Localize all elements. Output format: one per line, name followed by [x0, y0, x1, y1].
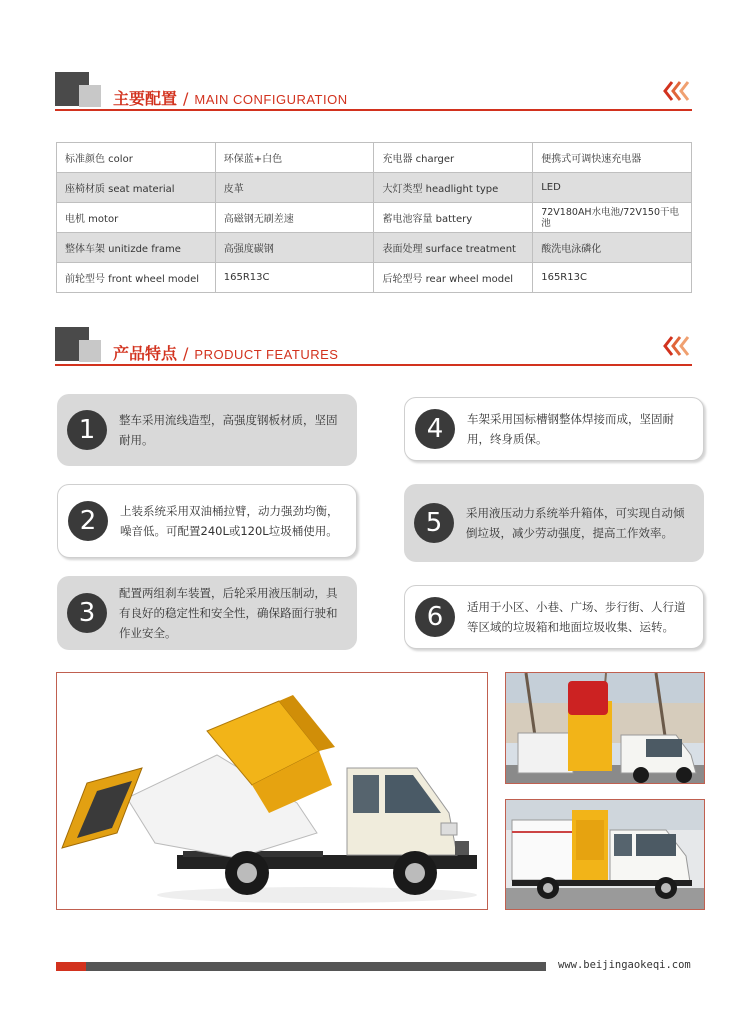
config-label: 标准颜色 color [57, 143, 216, 173]
feature-number-badge: 3 [67, 593, 107, 633]
truck-photo-lifting [505, 672, 705, 784]
feature-card-3 [57, 576, 357, 650]
feature-text: 适用于小区、小巷、广场、步行街、人行道等区域的垃圾箱和地面垃圾收集、运转。 [467, 600, 686, 634]
config-label: 大灯类型 headlight type [374, 173, 533, 203]
section-divider [55, 364, 692, 366]
table-row [57, 203, 692, 233]
section-title-cn: 产品特点 [113, 344, 178, 363]
config-label: 蓄电池容量 battery [374, 203, 533, 233]
section-title-en: PRODUCT FEATURES [194, 347, 339, 362]
config-label: 前轮型号 front wheel model [57, 263, 216, 293]
section-title [113, 86, 348, 109]
section-title-en: MAIN CONFIGURATION [194, 92, 348, 107]
feature-number-badge: 2 [68, 501, 108, 541]
feature-card-5 [404, 484, 704, 562]
main-config-header [55, 72, 692, 112]
config-value: 72V180AH水电池/72V150干电池 [533, 203, 692, 233]
feature-card-2 [57, 484, 357, 558]
config-value: 高强度碳钢 [215, 233, 374, 263]
chevrons-left-icon [662, 335, 692, 357]
config-value: 165R13C [215, 263, 374, 293]
truck-photo-side [505, 799, 705, 910]
feature-text: 整车采用流线造型，高强度钢板材质，坚固耐用。 [119, 413, 338, 447]
config-value: LED [533, 173, 692, 203]
feature-number-badge: 5 [414, 503, 454, 543]
feature-text: 上装系统采用双油桶拉臂，动力强劲均衡，噪音低。可配置240L或120L垃圾桶使用。 [120, 504, 339, 538]
config-value: 165R13C [533, 263, 692, 293]
config-label: 座椅材质 seat material [57, 173, 216, 203]
table-row [57, 263, 692, 293]
truck-photo-main [56, 672, 488, 910]
config-value: 环保蓝+白色 [215, 143, 374, 173]
truck-side-image [506, 800, 705, 910]
feature-text: 车架采用国标槽钢整体焊接而成，坚固耐用，终身质保。 [467, 412, 674, 446]
config-value: 便携式可调快速充电器 [533, 143, 692, 173]
feature-number-badge: 1 [67, 410, 107, 450]
header-block-accent [79, 85, 101, 107]
feature-card-1 [57, 394, 357, 466]
config-label: 表面处理 surface treatment [374, 233, 533, 263]
config-value: 酸洗电泳磷化 [533, 233, 692, 263]
feature-card-4 [404, 397, 704, 461]
lifting-bin-image [506, 673, 705, 784]
footer-url[interactable]: www.beijingaokeqi.com [558, 959, 691, 971]
config-table [56, 142, 692, 293]
chevrons-left-icon [662, 80, 692, 102]
section-title-sep: / [183, 344, 189, 363]
config-value: 皮革 [215, 173, 374, 203]
section-title-sep: / [183, 89, 189, 108]
table-row [57, 233, 692, 263]
footer-bar [56, 962, 546, 971]
garbage-truck-image [57, 673, 488, 910]
table-row [57, 143, 692, 173]
feature-number-badge: 4 [415, 409, 455, 449]
config-value: 高磁钢无刷差速 [215, 203, 374, 233]
feature-number-badge: 6 [415, 597, 455, 637]
config-label: 充电器 charger [374, 143, 533, 173]
product-features-header [55, 327, 692, 367]
section-title-cn: 主要配置 [113, 89, 178, 108]
feature-text: 配置两组刹车装置，后轮采用液压制动，具有良好的稳定性和安全性，确保路面行驶和作业安全。 [119, 586, 338, 640]
section-title [113, 341, 338, 364]
table-row [57, 173, 692, 203]
section-divider [55, 109, 692, 111]
config-label: 后轮型号 rear wheel model [374, 263, 533, 293]
feature-card-6 [404, 585, 704, 649]
feature-text: 采用液压动力系统举升箱体，可实现自动倾倒垃圾，减少劳动强度，提高工作效率。 [466, 506, 685, 540]
config-label: 整体车架 unitizde frame [57, 233, 216, 263]
config-label: 电机 motor [57, 203, 216, 233]
header-block-accent [79, 340, 101, 362]
